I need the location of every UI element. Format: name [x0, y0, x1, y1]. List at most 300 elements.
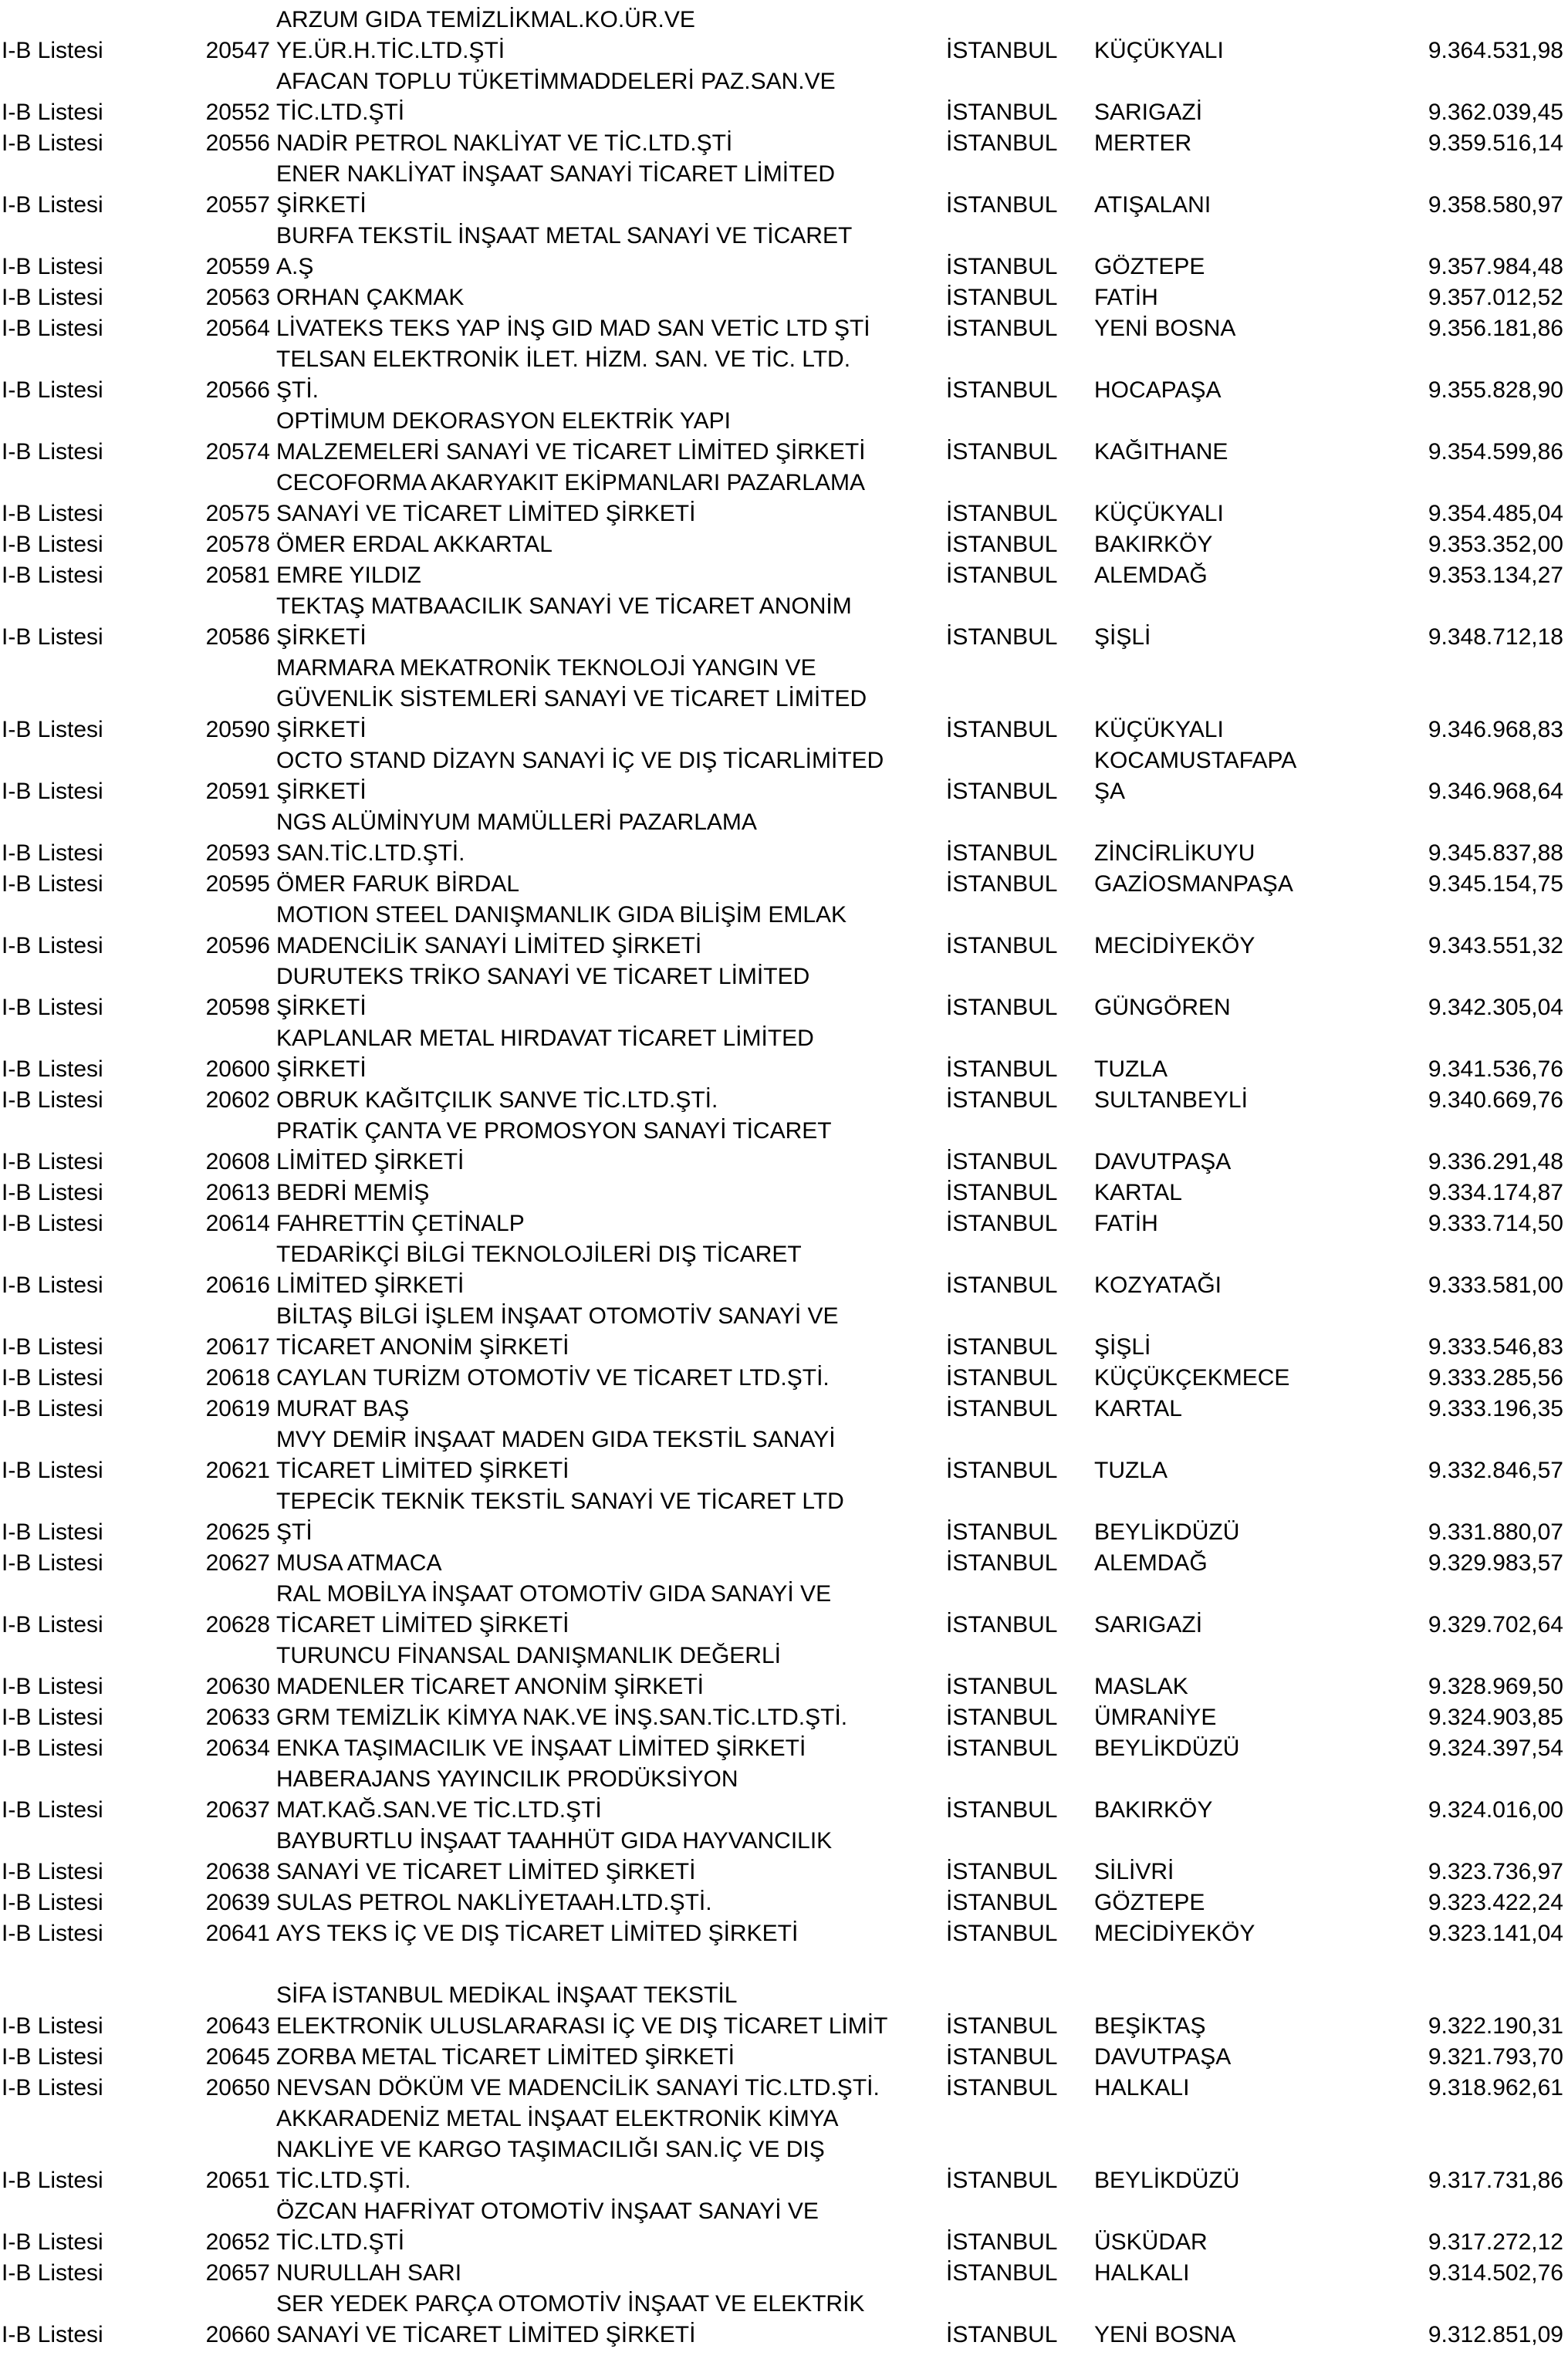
table-row — [0, 807, 1568, 869]
name-cell: BAYBURTLU İNŞAAT TAAHHÜT GIDA HAYVANCILIK SANAYİ VE TİCARET LİMİTED ŞİRKETİ — [276, 1828, 833, 1884]
number-cell: 20621 — [205, 1458, 270, 1483]
name-cell: PRATİK ÇANTA VE PROMOSYON SANAYİ TİCARET LİMİTED ŞİRKETİ — [276, 1118, 832, 1174]
district-cell: HOCAPAŞA — [1094, 377, 1222, 403]
name-cell: SİFA İSTANBUL MEDİKAL İNŞAAT TEKSTİL ELEKTRONİK ULUSLARARASI İÇ VE DIŞ TİCARET LİMİT — [276, 1982, 888, 2039]
district-cell: KÜÇÜKYALI — [1094, 501, 1224, 526]
district-cell: KARTAL — [1094, 1180, 1182, 1205]
district-cell: DAVUTPAŞA — [1094, 2044, 1232, 2070]
amount-cell: 9.353.134,27 — [1428, 563, 1563, 588]
name-cell: MARMARA MEKATRONİK TEKNOLOJİ YANGIN VE GÜVENLİK SİSTEMLERİ SANAYİ VE TİCARET LİMİTED ŞİRKETİ — [276, 655, 867, 742]
table-row — [0, 1208, 1568, 1239]
amount-cell: 9.364.531,98 — [1428, 38, 1563, 63]
number-cell: 20578 — [205, 532, 270, 557]
city-cell: İSTANBUL — [946, 1211, 1058, 1236]
city-cell: İSTANBUL — [946, 439, 1058, 465]
list-cell: I-B Listesi — [2, 254, 103, 279]
table-row — [0, 5, 1568, 66]
table-row — [0, 1085, 1568, 1116]
list-cell: I-B Listesi — [2, 840, 103, 866]
city-cell: İSTANBUL — [946, 1149, 1058, 1174]
number-cell: 20556 — [205, 130, 270, 156]
name-cell: AYS TEKS İÇ VE DIŞ TİCARET LİMİTED ŞİRKETİ — [276, 1921, 799, 1946]
amount-cell: 9.324.397,54 — [1428, 1735, 1563, 1761]
table-row — [0, 1239, 1568, 1301]
name-cell: MUSA ATMACA — [276, 1550, 442, 1576]
city-cell: İSTANBUL — [946, 2229, 1058, 2255]
city-cell: İSTANBUL — [946, 254, 1058, 279]
table-row — [0, 1733, 1568, 1764]
number-cell: 20641 — [205, 1921, 270, 1946]
list-cell: I-B Listesi — [2, 2013, 103, 2039]
city-cell: İSTANBUL — [946, 1519, 1058, 1545]
table-row — [0, 1980, 1568, 2042]
list-cell: I-B Listesi — [2, 1921, 103, 1946]
name-cell: FAHRETTİN ÇETİNALP — [276, 1211, 525, 1236]
name-cell: TELSAN ELEKTRONİK İLET. HİZM. SAN. VE TİC. LTD. ŞTİ. — [276, 346, 851, 403]
number-cell: 20643 — [205, 2013, 270, 2039]
table-row — [0, 221, 1568, 282]
name-cell: KAPLANLAR METAL HIRDAVAT TİCARET LİMİTED ŞİRKETİ — [276, 1026, 814, 1082]
district-cell: ŞİŞLİ — [1094, 1334, 1151, 1360]
amount-cell: 9.317.272,12 — [1428, 2229, 1563, 2255]
amount-cell: 9.333.196,35 — [1428, 1396, 1563, 1421]
table-row — [0, 2258, 1568, 2289]
district-cell: MASLAK — [1094, 1674, 1188, 1699]
number-cell: 20639 — [205, 1890, 270, 1915]
name-cell: OBRUK KAĞITÇILIK SANVE TİC.LTD.ŞTİ. — [276, 1087, 718, 1113]
district-cell: HALKALI — [1094, 2260, 1190, 2286]
city-cell: İSTANBUL — [946, 2322, 1058, 2347]
name-cell: OCTO STAND DİZAYN SANAYİ İÇ VE DIŞ TİCARLİMİTED ŞİRKETİ — [276, 748, 884, 804]
city-cell: İSTANBUL — [946, 1921, 1058, 1946]
city-cell: İSTANBUL — [946, 532, 1058, 557]
city-cell: İSTANBUL — [946, 2075, 1058, 2100]
number-cell: 20566 — [205, 377, 270, 403]
amount-cell: 9.354.599,86 — [1428, 439, 1563, 465]
district-cell: YENİ BOSNA — [1094, 2322, 1236, 2347]
table-row — [0, 745, 1568, 807]
district-cell: ALEMDAĞ — [1094, 563, 1208, 588]
list-cell: I-B Listesi — [2, 1149, 103, 1174]
list-cell: I-B Listesi — [2, 100, 103, 125]
city-cell: İSTANBUL — [946, 717, 1058, 742]
amount-cell: 9.346.968,64 — [1428, 779, 1563, 804]
list-cell: I-B Listesi — [2, 377, 103, 403]
list-cell: I-B Listesi — [2, 1396, 103, 1421]
name-cell: AKKARADENİZ METAL İNŞAAT ELEKTRONİK KİMYA NAKLİYE VE KARGO TAŞIMACILIĞI SAN.İÇ VE DIŞ TİC.LTD.ŞTİ. — [276, 2106, 839, 2193]
number-cell: 20619 — [205, 1396, 270, 1421]
city-cell: İSTANBUL — [946, 1056, 1058, 1082]
city-cell: İSTANBUL — [946, 316, 1058, 341]
table-row — [0, 2042, 1568, 2073]
number-cell: 20598 — [205, 995, 270, 1020]
amount-cell: 9.332.846,57 — [1428, 1458, 1563, 1483]
name-cell: TEPECİK TEKNİK TEKSTİL SANAYİ VE TİCARET LTD ŞTİ — [276, 1489, 844, 1545]
name-cell: HABERAJANS YAYINCILIK PRODÜKSİYON MAT.KAĞ.SAN.VE TİC.LTD.ŞTİ — [276, 1766, 738, 1823]
district-cell: KAĞITHANE — [1094, 439, 1228, 465]
district-cell: KÜÇÜKYALI — [1094, 717, 1224, 742]
list-cell: I-B Listesi — [2, 285, 103, 310]
amount-cell: 9.322.190,31 — [1428, 2013, 1563, 2039]
list-cell: I-B Listesi — [2, 624, 103, 650]
list-cell: I-B Listesi — [2, 2260, 103, 2286]
name-cell: AFACAN TOPLU TÜKETİMMADDELERİ PAZ.SAN.VE TİC.LTD.ŞTİ — [276, 69, 836, 125]
amount-cell: 9.333.546,83 — [1428, 1334, 1563, 1360]
table-row — [0, 962, 1568, 1023]
city-cell: İSTANBUL — [946, 1612, 1058, 1637]
amount-cell: 9.357.012,52 — [1428, 285, 1563, 310]
taxpayer-table — [0, 5, 1568, 2351]
amount-cell: 9.331.880,07 — [1428, 1519, 1563, 1545]
list-cell: I-B Listesi — [2, 1674, 103, 1699]
list-cell: I-B Listesi — [2, 717, 103, 742]
district-cell: SARIGAZİ — [1094, 1612, 1203, 1637]
city-cell: İSTANBUL — [946, 2013, 1058, 2039]
table-row — [0, 653, 1568, 745]
amount-cell: 9.342.305,04 — [1428, 995, 1563, 1020]
amount-cell: 9.353.352,00 — [1428, 532, 1563, 557]
district-cell: GÜNGÖREN — [1094, 995, 1231, 1020]
name-cell: RAL MOBİLYA İNŞAAT OTOMOTİV GIDA SANAYİ VE TİCARET LİMİTED ŞİRKETİ — [276, 1581, 832, 1637]
city-cell: İSTANBUL — [946, 840, 1058, 866]
city-cell: İSTANBUL — [946, 1735, 1058, 1761]
district-cell: DAVUTPAŞA — [1094, 1149, 1232, 1174]
table-row — [0, 1425, 1568, 1486]
city-cell: İSTANBUL — [946, 285, 1058, 310]
name-cell: ÖZCAN HAFRİYAT OTOMOTİV İNŞAAT SANAYİ VE TİC.LTD.ŞTİ — [276, 2198, 819, 2255]
list-cell: I-B Listesi — [2, 1705, 103, 1730]
name-cell: ORHAN ÇAKMAK — [276, 285, 465, 310]
district-cell: FATİH — [1094, 285, 1158, 310]
district-cell: KÜÇÜKÇEKMECE — [1094, 1365, 1290, 1391]
amount-cell: 9.329.983,57 — [1428, 1550, 1563, 1576]
amount-cell: 9.323.422,24 — [1428, 1890, 1563, 1915]
list-cell: I-B Listesi — [2, 1180, 103, 1205]
list-cell: I-B Listesi — [2, 871, 103, 897]
list-cell: I-B Listesi — [2, 1519, 103, 1545]
number-cell: 20581 — [205, 563, 270, 588]
amount-cell: 9.328.969,50 — [1428, 1674, 1563, 1699]
district-cell: ÜSKÜDAR — [1094, 2229, 1208, 2255]
number-cell: 20651 — [205, 2168, 270, 2193]
city-cell: İSTANBUL — [946, 1674, 1058, 1699]
list-cell: I-B Listesi — [2, 501, 103, 526]
table-row — [0, 1023, 1568, 1085]
amount-cell: 9.318.962,61 — [1428, 2075, 1563, 2100]
district-cell: ŞİŞLİ — [1094, 624, 1151, 650]
name-cell: BİLTAŞ BİLGİ İŞLEM İNŞAAT OTOMOTİV SANAYİ VE TİCARET ANONİM ŞİRKETİ — [276, 1303, 839, 1360]
city-cell: İSTANBUL — [946, 1797, 1058, 1823]
table-row — [0, 1702, 1568, 1733]
number-cell: 20563 — [205, 285, 270, 310]
amount-cell: 9.324.016,00 — [1428, 1797, 1563, 1823]
name-cell: ÖMER ERDAL AKKARTAL — [276, 532, 553, 557]
list-cell: I-B Listesi — [2, 316, 103, 341]
list-cell: I-B Listesi — [2, 1612, 103, 1637]
name-cell: ENER NAKLİYAT İNŞAAT SANAYİ TİCARET LİMİTED ŞİRKETİ — [276, 161, 836, 218]
number-cell: 20625 — [205, 1519, 270, 1545]
amount-cell: 9.341.536,76 — [1428, 1056, 1563, 1082]
amount-cell: 9.354.485,04 — [1428, 501, 1563, 526]
number-cell: 20630 — [205, 1674, 270, 1699]
amount-cell: 9.356.181,86 — [1428, 316, 1563, 341]
list-cell: I-B Listesi — [2, 2075, 103, 2100]
name-cell: CECOFORMA AKARYAKIT EKİPMANLARI PAZARLAMA SANAYİ VE TİCARET LİMİTED ŞİRKETİ — [276, 470, 865, 526]
number-cell: 20564 — [205, 316, 270, 341]
amount-cell: 9.312.851,09 — [1428, 2322, 1563, 2347]
list-cell: I-B Listesi — [2, 130, 103, 156]
city-cell: İSTANBUL — [946, 1272, 1058, 1298]
city-cell: İSTANBUL — [946, 100, 1058, 125]
list-cell: I-B Listesi — [2, 779, 103, 804]
list-cell: I-B Listesi — [2, 1272, 103, 1298]
amount-cell: 9.334.174,87 — [1428, 1180, 1563, 1205]
name-cell: ÖMER FARUK BİRDAL — [276, 871, 520, 897]
city-cell: İSTANBUL — [946, 1365, 1058, 1391]
table-row — [0, 869, 1568, 900]
table-row — [0, 1363, 1568, 1394]
district-cell: SARIGAZİ — [1094, 100, 1203, 125]
list-cell: I-B Listesi — [2, 933, 103, 958]
number-cell: 20628 — [205, 1612, 270, 1637]
city-cell: İSTANBUL — [946, 933, 1058, 958]
amount-cell: 9.345.154,75 — [1428, 871, 1563, 897]
amount-cell: 9.323.736,97 — [1428, 1859, 1563, 1884]
name-cell: NGS ALÜMİNYUM MAMÜLLERİ PAZARLAMA SAN.TİC.LTD.ŞTİ. — [276, 809, 757, 866]
district-cell: ÜMRANİYE — [1094, 1705, 1217, 1730]
district-cell: TUZLA — [1094, 1458, 1168, 1483]
number-cell: 20575 — [205, 501, 270, 526]
district-cell: TUZLA — [1094, 1056, 1168, 1082]
number-cell: 20660 — [205, 2322, 270, 2347]
district-cell: KÜÇÜKYALI — [1094, 38, 1224, 63]
number-cell: 20645 — [205, 2044, 270, 2070]
name-cell: NURULLAH SARI — [276, 2260, 462, 2286]
table-row — [0, 2104, 1568, 2196]
amount-cell: 9.357.984,48 — [1428, 254, 1563, 279]
name-cell: TURUNCU FİNANSAL DANIŞMANLIK DEĞERLİ MADENLER TİCARET ANONİM ŞİRKETİ — [276, 1643, 781, 1699]
number-cell: 20586 — [205, 624, 270, 650]
district-cell: BEŞİKTAŞ — [1094, 2013, 1206, 2039]
number-cell: 20614 — [205, 1211, 270, 1236]
list-cell: I-B Listesi — [2, 1056, 103, 1082]
city-cell: İSTANBUL — [946, 2044, 1058, 2070]
number-cell: 20618 — [205, 1365, 270, 1391]
table-row — [0, 66, 1568, 128]
city-cell: İSTANBUL — [946, 1458, 1058, 1483]
table-row — [0, 900, 1568, 962]
list-cell: I-B Listesi — [2, 1211, 103, 1236]
list-cell: I-B Listesi — [2, 2168, 103, 2193]
name-cell: ENKA TAŞIMACILIK VE İNŞAAT LİMİTED ŞİRKETİ — [276, 1735, 806, 1761]
city-cell: İSTANBUL — [946, 2260, 1058, 2286]
city-cell: İSTANBUL — [946, 2168, 1058, 2193]
amount-cell: 9.362.039,45 — [1428, 100, 1563, 125]
table-row — [0, 1394, 1568, 1425]
table-row — [0, 128, 1568, 159]
number-cell: 20657 — [205, 2260, 270, 2286]
number-cell: 20638 — [205, 1859, 270, 1884]
table-row — [0, 1301, 1568, 1363]
name-cell: CAYLAN TURİZM OTOMOTİV VE TİCARET LTD.ŞTİ. — [276, 1365, 830, 1391]
district-cell: ALEMDAĞ — [1094, 1550, 1208, 1576]
number-cell: 20633 — [205, 1705, 270, 1730]
name-cell: MOTION STEEL DANIŞMANLIK GIDA BİLİŞİM EMLAK MADENCİLİK SANAYİ LİMİTED ŞİRKETİ — [276, 902, 847, 958]
table-row — [0, 529, 1568, 560]
amount-cell: 9.359.516,14 — [1428, 130, 1563, 156]
city-cell: İSTANBUL — [946, 130, 1058, 156]
number-cell: 20616 — [205, 1272, 270, 1298]
table-row — [0, 282, 1568, 313]
city-cell: İSTANBUL — [946, 377, 1058, 403]
city-cell: İSTANBUL — [946, 1705, 1058, 1730]
table-row — [0, 2073, 1568, 2104]
city-cell: İSTANBUL — [946, 563, 1058, 588]
table-row — [0, 1826, 1568, 1888]
district-cell: MECİDİYEKÖY — [1094, 933, 1255, 958]
city-cell: İSTANBUL — [946, 1550, 1058, 1576]
amount-cell: 9.317.731,86 — [1428, 2168, 1563, 2193]
list-cell: I-B Listesi — [2, 1735, 103, 1761]
name-cell: MVY DEMİR İNŞAAT MADEN GIDA TEKSTİL SANAYİ TİCARET LİMİTED ŞİRKETİ — [276, 1427, 836, 1483]
district-cell: BEYLİKDÜZÜ — [1094, 1735, 1240, 1761]
list-cell: I-B Listesi — [2, 2044, 103, 2070]
number-cell: 20596 — [205, 933, 270, 958]
table-row — [0, 1548, 1568, 1579]
table-row — [0, 159, 1568, 221]
district-cell: FATİH — [1094, 1211, 1158, 1236]
number-cell: 20574 — [205, 439, 270, 465]
table-row — [0, 1764, 1568, 1826]
district-cell: GÖZTEPE — [1094, 254, 1205, 279]
number-cell: 20557 — [205, 192, 270, 218]
number-cell: 20627 — [205, 1550, 270, 1576]
list-cell: I-B Listesi — [2, 38, 103, 63]
list-cell: I-B Listesi — [2, 439, 103, 465]
name-cell: OPTİMUM DEKORASYON ELEKTRİK YAPI MALZEMELERİ SANAYİ VE TİCARET LİMİTED ŞİRKETİ — [276, 408, 866, 465]
number-cell: 20650 — [205, 2075, 270, 2100]
table-row — [0, 1116, 1568, 1178]
amount-cell: 9.324.903,85 — [1428, 1705, 1563, 1730]
amount-cell: 9.323.141,04 — [1428, 1921, 1563, 1946]
city-cell: İSTANBUL — [946, 1890, 1058, 1915]
district-cell: MERTER — [1094, 130, 1192, 156]
amount-cell: 9.336.291,48 — [1428, 1149, 1563, 1174]
number-cell: 20590 — [205, 717, 270, 742]
amount-cell: 9.358.580,97 — [1428, 192, 1563, 218]
table-row — [0, 2289, 1568, 2351]
city-cell: İSTANBUL — [946, 1859, 1058, 1884]
amount-cell: 9.355.828,90 — [1428, 377, 1563, 403]
city-cell: İSTANBUL — [946, 624, 1058, 650]
number-cell: 20547 — [205, 38, 270, 63]
city-cell: İSTANBUL — [946, 779, 1058, 804]
number-cell: 20602 — [205, 1087, 270, 1113]
name-cell: BURFA TEKSTİL İNŞAAT METAL SANAYİ VE TİCARET A.Ş — [276, 223, 853, 279]
district-cell: ZİNCİRLİKUYU — [1094, 840, 1255, 866]
name-cell: TEDARİKÇİ BİLGİ TEKNOLOJİLERİ DIŞ TİCARET LİMİTED ŞİRKETİ — [276, 1242, 802, 1298]
name-cell: DURUTEKS TRİKO SANAYİ VE TİCARET LİMİTED ŞİRKETİ — [276, 964, 810, 1020]
city-cell: İSTANBUL — [946, 38, 1058, 63]
amount-cell: 9.314.502,76 — [1428, 2260, 1563, 2286]
city-cell: İSTANBUL — [946, 192, 1058, 218]
table-row — [0, 1579, 1568, 1641]
city-cell: İSTANBUL — [946, 1180, 1058, 1205]
list-cell: I-B Listesi — [2, 1365, 103, 1391]
amount-cell: 9.333.714,50 — [1428, 1211, 1563, 1236]
name-cell: ARZUM GIDA TEMİZLİKMAL.KO.ÜR.VE YE.ÜR.H.TİC.LTD.ŞTİ — [276, 7, 695, 63]
number-cell: 20652 — [205, 2229, 270, 2255]
table-row — [0, 591, 1568, 653]
table-row — [0, 1641, 1568, 1702]
district-cell: MECİDİYEKÖY — [1094, 1921, 1255, 1946]
table-row — [0, 2196, 1568, 2258]
table-row — [0, 1888, 1568, 1918]
city-cell: İSTANBUL — [946, 1396, 1058, 1421]
district-cell: GAZİOSMANPAŞA — [1094, 871, 1293, 897]
list-cell: I-B Listesi — [2, 1087, 103, 1113]
city-cell: İSTANBUL — [946, 995, 1058, 1020]
number-cell: 20559 — [205, 254, 270, 279]
table-row — [0, 406, 1568, 468]
district-cell: BAKIRKÖY — [1094, 532, 1213, 557]
list-cell: I-B Listesi — [2, 1458, 103, 1483]
amount-cell: 9.340.669,76 — [1428, 1087, 1563, 1113]
district-cell: GÖZTEPE — [1094, 1890, 1205, 1915]
list-cell: I-B Listesi — [2, 1890, 103, 1915]
district-cell: SULTANBEYLİ — [1094, 1087, 1248, 1113]
name-cell: BEDRİ MEMİŞ — [276, 1180, 430, 1205]
district-cell: SİLİVRİ — [1094, 1859, 1174, 1884]
district-cell: YENİ BOSNA — [1094, 316, 1236, 341]
number-cell: 20552 — [205, 100, 270, 125]
list-cell: I-B Listesi — [2, 2229, 103, 2255]
number-cell: 20637 — [205, 1797, 270, 1823]
table-row — [0, 344, 1568, 406]
district-cell: ATIŞALANI — [1094, 192, 1211, 218]
number-cell: 20595 — [205, 871, 270, 897]
table-row — [0, 1918, 1568, 1949]
city-cell: İSTANBUL — [946, 501, 1058, 526]
name-cell: SER YEDEK PARÇA OTOMOTİV İNŞAAT VE ELEKTRİK SANAYİ VE TİCARET LİMİTED ŞİRKETİ — [276, 2291, 865, 2347]
district-cell: KOCAMUSTAFAPA ŞA — [1094, 748, 1297, 804]
name-cell: ZORBA METAL TİCARET LİMİTED ŞİRKETİ — [276, 2044, 735, 2070]
district-cell: HALKALI — [1094, 2075, 1190, 2100]
table-row — [0, 313, 1568, 344]
table-row — [0, 468, 1568, 529]
amount-cell: 9.343.551,32 — [1428, 933, 1563, 958]
list-cell: I-B Listesi — [2, 192, 103, 218]
amount-cell: 9.348.712,18 — [1428, 624, 1563, 650]
district-cell: KOZYATAĞI — [1094, 1272, 1222, 1298]
number-cell: 20593 — [205, 840, 270, 866]
name-cell: GRM TEMİZLİK KİMYA NAK.VE İNŞ.SAN.TİC.LTD.ŞTİ. — [276, 1705, 848, 1730]
name-cell: SULAS PETROL NAKLİYETAAH.LTD.ŞTİ. — [276, 1890, 712, 1915]
list-cell: I-B Listesi — [2, 995, 103, 1020]
district-cell: KARTAL — [1094, 1396, 1182, 1421]
number-cell: 20613 — [205, 1180, 270, 1205]
amount-cell: 9.329.702,64 — [1428, 1612, 1563, 1637]
name-cell: LİVATEKS TEKS YAP İNŞ GID MAD SAN VETİC LTD ŞTİ — [276, 316, 870, 341]
name-cell: NEVSAN DÖKÜM VE MADENCİLİK SANAYİ TİC.LTD.ŞTİ. — [276, 2075, 880, 2100]
city-cell: İSTANBUL — [946, 871, 1058, 897]
list-cell: I-B Listesi — [2, 1334, 103, 1360]
district-cell: BEYLİKDÜZÜ — [1094, 1519, 1240, 1545]
list-cell: I-B Listesi — [2, 1859, 103, 1884]
list-cell: I-B Listesi — [2, 532, 103, 557]
district-cell: BAKIRKÖY — [1094, 1797, 1213, 1823]
number-cell: 20608 — [205, 1149, 270, 1174]
